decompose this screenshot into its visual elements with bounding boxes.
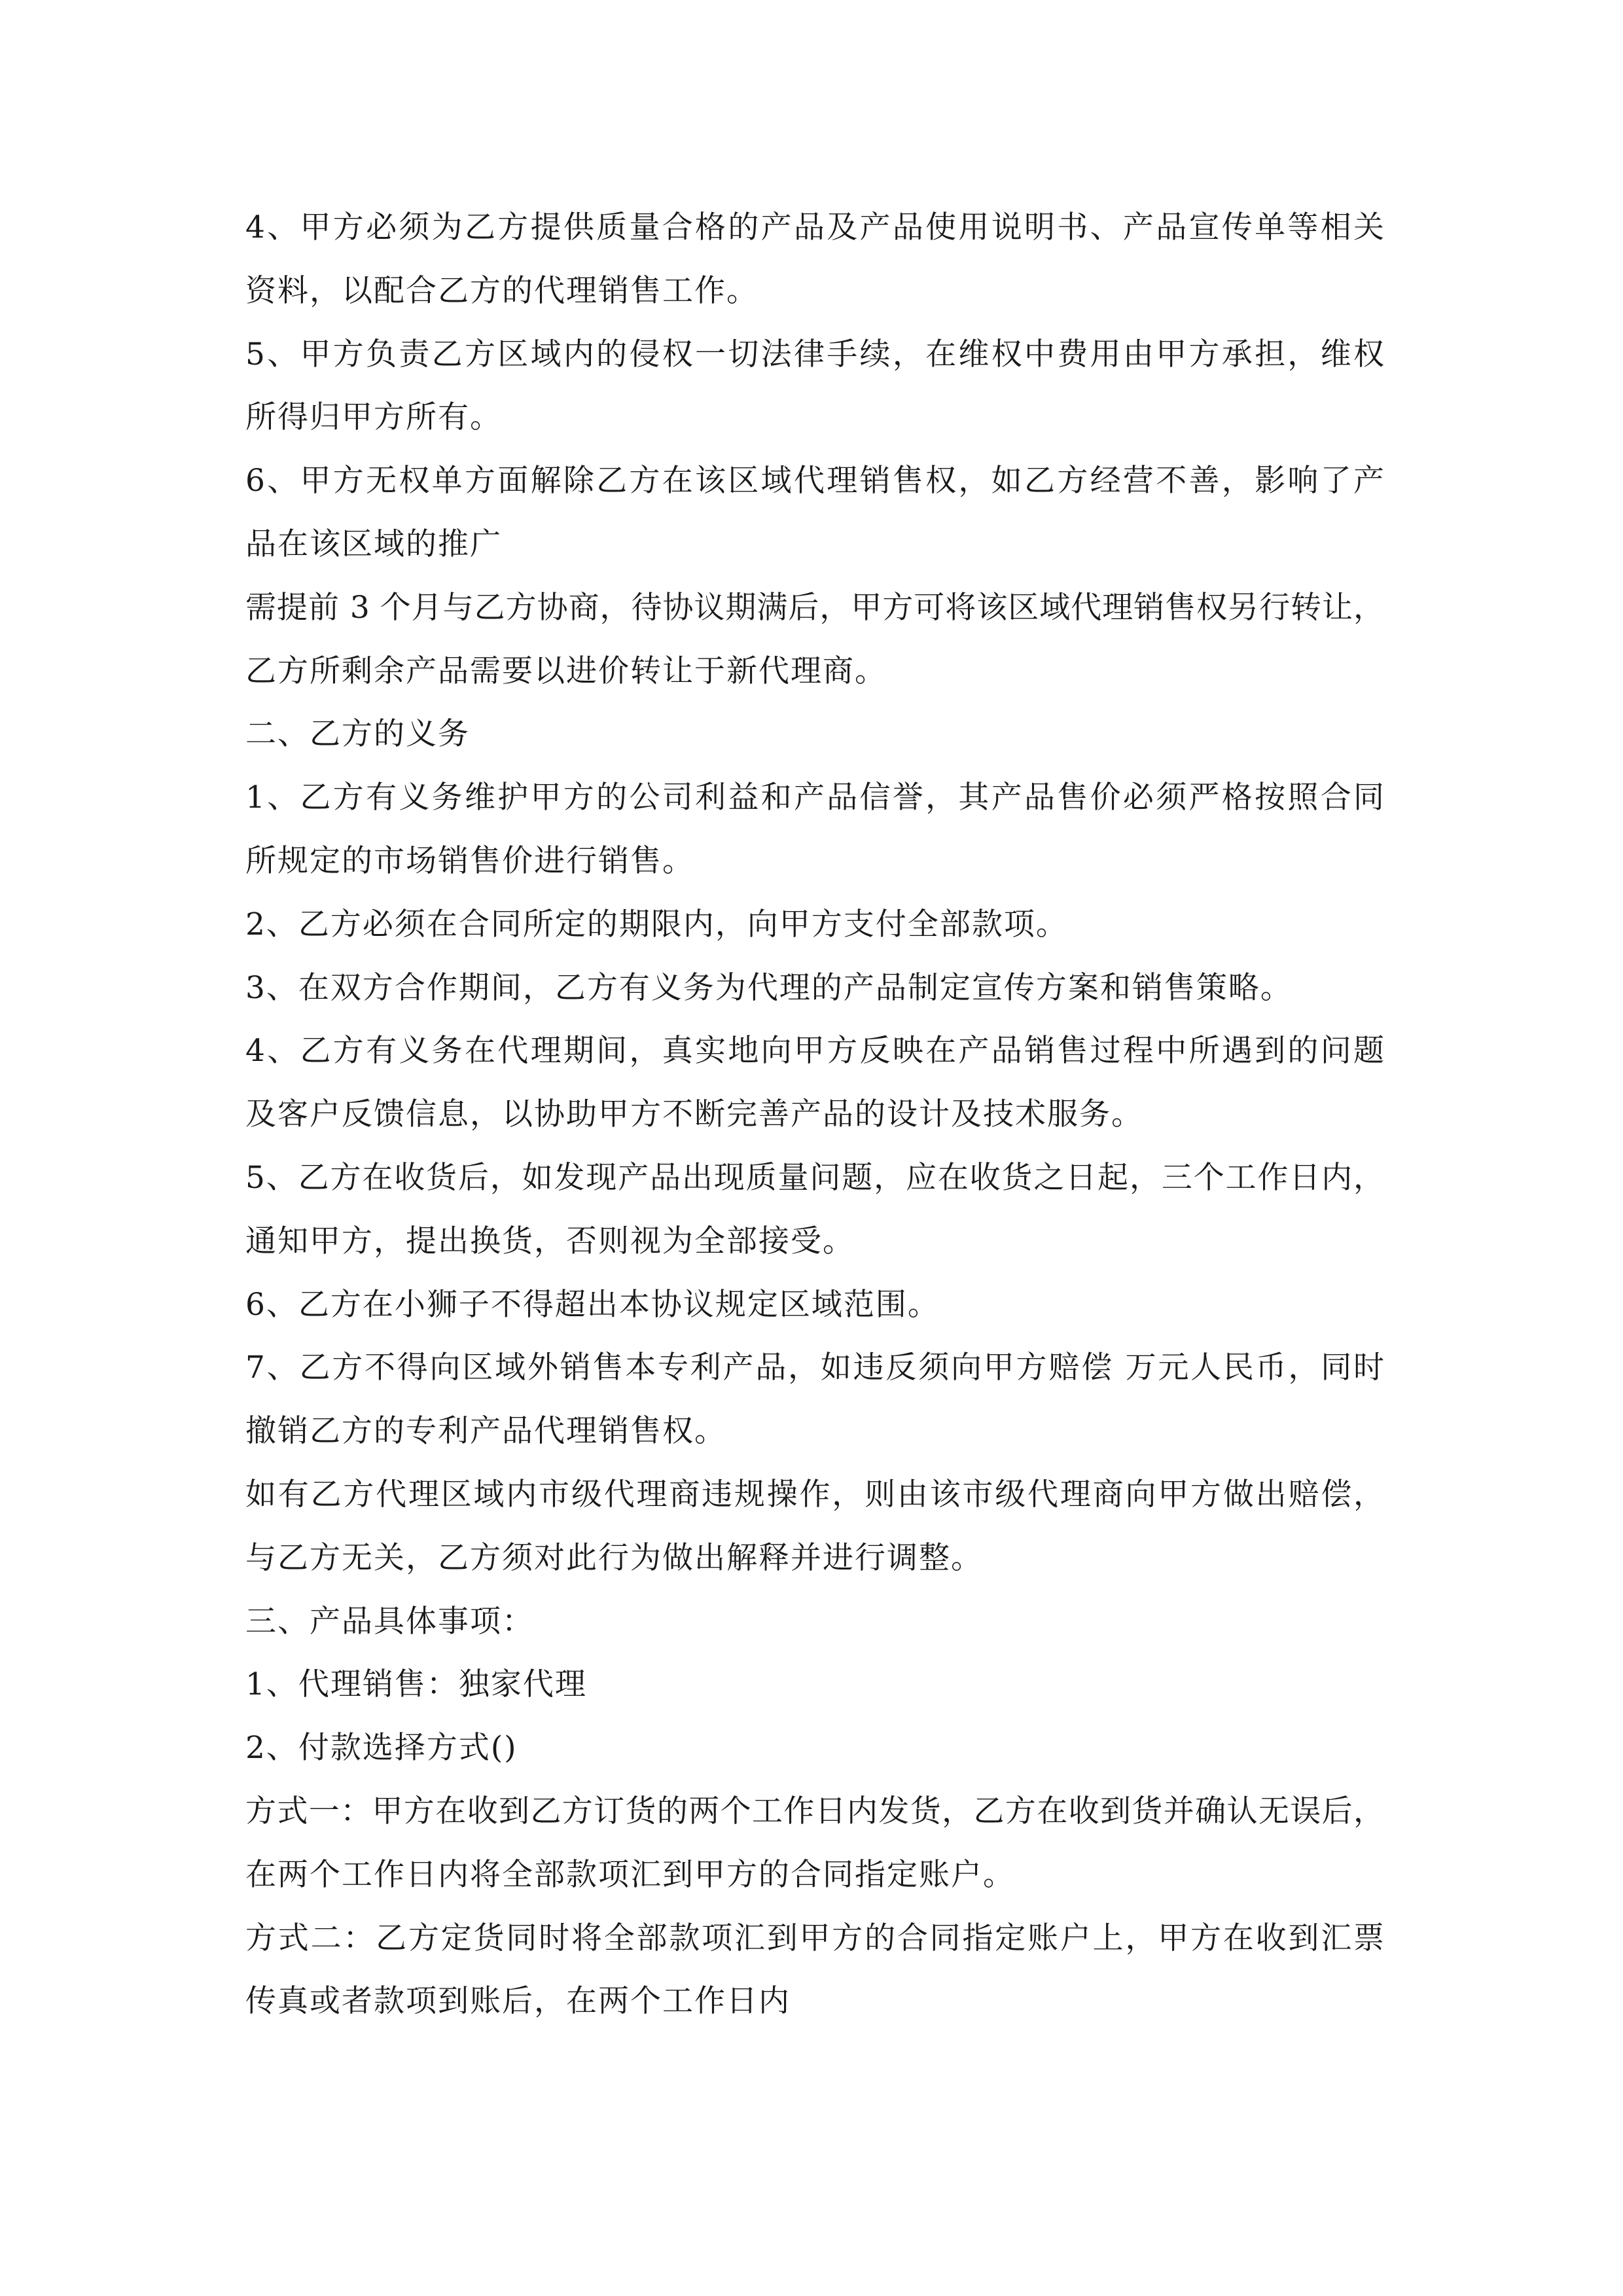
section-heading: 二、乙方的义务 xyxy=(245,716,470,753)
text-line: 方式二：乙方定货同时将全部款项汇到甲方的合同指定账户上，甲方在收到汇票 xyxy=(245,1920,1384,1956)
text-line: 2、乙方必须在合同所定的期限内，向甲方支付全部款项。 xyxy=(245,906,1068,942)
text-line: 3、在双方合作期间，乙方有义务为代理的产品制定宣传方案和销售策略。 xyxy=(245,969,1293,1006)
text-line: 所得归甲方所有。 xyxy=(245,399,502,436)
text-line: 所规定的市场销售价进行销售。 xyxy=(245,842,694,879)
section-heading: 三、产品具体事项： xyxy=(245,1603,534,1640)
text-line: 在两个工作日内将全部款项汇到甲方的合同指定账户。 xyxy=(245,1856,1015,1893)
text-line: 1、代理销售：独家代理 xyxy=(245,1666,587,1703)
text-line: 5、乙方在收货后，如发现产品出现质量问题，应在收货之日起，三个工作日内， xyxy=(245,1159,1384,1196)
text-line: 4、甲方必须为乙方提供质量合格的产品及产品使用说明书、产品宣传单等相关 xyxy=(245,209,1384,245)
text-line: 7、乙方不得向区域外销售本专利产品，如违反须向甲方赔偿 万元人民币，同时 xyxy=(245,1350,1384,1386)
text-line: 如有乙方代理区域内市级代理商违规操作，则由该市级代理商向甲方做出赔偿， xyxy=(245,1476,1384,1513)
text-line: 通知甲方，提出换货，否则视为全部接受。 xyxy=(245,1223,855,1259)
text-line: 6、甲方无权单方面解除乙方在该区域代理销售权，如乙方经营不善，影响了产 xyxy=(245,463,1384,499)
text-line: 方式一：甲方在收到乙方订货的两个工作日内发货，乙方在收到货并确认无误后， xyxy=(245,1793,1384,1829)
text-line: 需提前 3 个月与乙方协商，待协议期满后，甲方可将该区域代理销售权另行转让， xyxy=(245,589,1384,626)
text-line: 乙方所剩余产品需要以进价转让于新代理商。 xyxy=(245,653,887,689)
text-line: 1、乙方有义务维护甲方的公司利益和产品信誉，其产品售价必须严格按照合同 xyxy=(245,780,1384,816)
text-line: 撤销乙方的专利产品代理销售权。 xyxy=(245,1413,726,1450)
text-line: 品在该区域的推广 xyxy=(245,526,502,562)
text-line: 4、乙方有义务在代理期间，真实地向甲方反映在产品销售过程中所遇到的问题 xyxy=(245,1033,1384,1069)
text-line: 传真或者款项到账后，在两个工作日内 xyxy=(245,1983,791,2020)
text-line: 与乙方无关，乙方须对此行为做出解释并进行调整。 xyxy=(245,1539,983,1576)
text-line: 及客户反馈信息，以协助甲方不断完善产品的设计及技术服务。 xyxy=(245,1096,1143,1133)
text-line: 2、付款选择方式() xyxy=(245,1730,518,1767)
text-line: 5、甲方负责乙方区域内的侵权一切法律手续，在维权中费用由甲方承担，维权 xyxy=(245,336,1384,372)
document-body xyxy=(245,196,1384,2034)
text-line: 资料，以配合乙方的代理销售工作。 xyxy=(245,272,758,309)
text-line: 6、乙方在小狮子不得超出本协议规定区域范围。 xyxy=(245,1286,940,1323)
